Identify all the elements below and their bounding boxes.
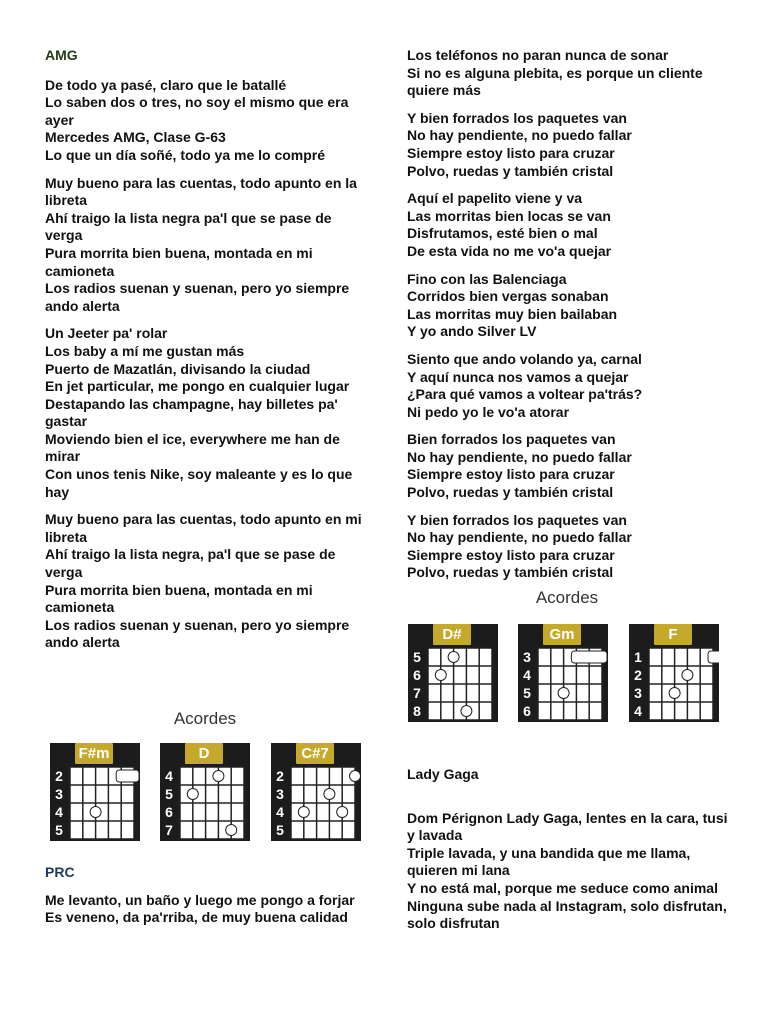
chords-heading: Acordes bbox=[173, 709, 237, 728]
lyric-line: Siempre estoy listo para cruzar bbox=[407, 466, 615, 483]
lyric-line: Lo que un día soñé, todo ya me lo compré bbox=[45, 146, 326, 163]
fretboard bbox=[271, 743, 361, 841]
chord-diagram bbox=[408, 624, 498, 722]
lyric-line: Los radios suenan y suenan, pero yo siempre ando alerta bbox=[45, 616, 350, 651]
left-column bbox=[45, 47, 370, 652]
lyrics-lady-gaga bbox=[407, 810, 732, 933]
lyrics-amg bbox=[45, 77, 370, 652]
lyric-line: Ahí traigo la lista negra, pa'l que se pase de verga bbox=[45, 546, 336, 581]
lyric-line: Dom Pérignon Lady Gaga, lentes en la cara, tusi y lavada bbox=[407, 809, 728, 844]
stanza bbox=[407, 47, 732, 100]
lyric-line: Los baby a mí me gustan más bbox=[45, 342, 245, 359]
fretboard bbox=[629, 624, 719, 722]
finger-dot bbox=[337, 807, 348, 818]
chord-diagram bbox=[271, 743, 361, 841]
finger-dot bbox=[461, 706, 472, 717]
fret-number: 4 bbox=[55, 804, 63, 820]
lyric-line: Si no es alguna plebita, es porque un cliente quiere más bbox=[407, 64, 703, 99]
finger-dot bbox=[558, 688, 569, 699]
fret-number: 5 bbox=[55, 822, 63, 838]
fret-number: 2 bbox=[634, 667, 642, 683]
lyric-line: Muy bueno para las cuentas, todo apunto en la libreta bbox=[45, 174, 357, 209]
lyric-line: No hay pendiente, no puedo fallar bbox=[407, 127, 632, 144]
fret-number: 7 bbox=[413, 685, 421, 701]
lyric-line: Fino con las Balenciaga bbox=[407, 270, 567, 287]
chord-diagram bbox=[518, 624, 608, 722]
song-title-amg: AMG bbox=[45, 47, 78, 63]
lyric-line: Las morritas muy bien bailaban bbox=[407, 305, 618, 322]
chord-name: Gm bbox=[543, 624, 581, 645]
fret-number: 4 bbox=[634, 703, 642, 719]
chord-diagram bbox=[629, 624, 719, 722]
fret-number: 5 bbox=[413, 649, 421, 665]
finger-dot bbox=[435, 670, 446, 681]
fret-number: 2 bbox=[55, 768, 63, 784]
barre-mark bbox=[571, 651, 607, 663]
fret-number: 5 bbox=[523, 685, 531, 701]
stanza bbox=[45, 175, 370, 316]
finger-dot bbox=[669, 688, 680, 699]
song-lady-gaga bbox=[407, 766, 732, 933]
lyric-line: Es veneno, da pa'rriba, de muy buena calidad bbox=[45, 909, 348, 926]
lyric-line: De todo ya pasé, claro que le batallé bbox=[45, 76, 287, 93]
fretboard bbox=[408, 624, 498, 722]
stanza bbox=[407, 351, 732, 421]
stanza bbox=[407, 431, 732, 501]
lyric-line: Polvo, ruedas y también cristal bbox=[407, 162, 614, 179]
chord-panel-right bbox=[407, 588, 727, 736]
lyric-line: De esta vida no me vo'a quejar bbox=[407, 242, 612, 259]
lyric-line: Y bien forrados los paquetes van bbox=[407, 511, 627, 528]
lyric-line: No hay pendiente, no puedo fallar bbox=[407, 529, 632, 546]
lyric-line: Y bien forrados los paquetes van bbox=[407, 109, 627, 126]
lyric-line: Corridos bien vergas sonaban bbox=[407, 288, 609, 305]
stanza bbox=[45, 325, 370, 501]
fret-number: 4 bbox=[165, 768, 173, 784]
fret-number: 6 bbox=[165, 804, 173, 820]
fret-number: 5 bbox=[165, 786, 173, 802]
lyric-line: ¿Para qué vamos a voltear pa'trás? bbox=[407, 386, 643, 403]
finger-dot bbox=[448, 652, 459, 663]
lyric-line: Ninguna sube nada al Instagram, solo disfrutan, solo disfrutan bbox=[407, 897, 727, 932]
lyric-line: Siento que ando volando ya, carnal bbox=[407, 350, 642, 367]
lyric-line: Mercedes AMG, Clase G-63 bbox=[45, 129, 226, 146]
finger-dot bbox=[226, 825, 237, 836]
fret-number: 5 bbox=[276, 822, 284, 838]
lyric-line: Siempre estoy listo para cruzar bbox=[407, 546, 615, 563]
lyric-line: Muy bueno para las cuentas, todo apunto en mi libreta bbox=[45, 511, 362, 545]
lyric-line: Lo saben dos o tres, no soy el mismo que era ayer bbox=[45, 94, 349, 128]
song-title-prc: PRC bbox=[45, 864, 75, 880]
fretboard bbox=[518, 624, 608, 722]
chord-name: D# bbox=[433, 624, 471, 645]
lyric-line: Siempre estoy listo para cruzar bbox=[407, 144, 615, 161]
stanza bbox=[407, 512, 732, 582]
chord-name: F bbox=[654, 624, 692, 645]
chords-heading: Acordes bbox=[535, 588, 599, 607]
lyric-line: Ahí traigo la lista negra pa'l que se pase de verga bbox=[45, 209, 332, 244]
lyric-line: Bien forrados los paquetes van bbox=[407, 431, 616, 448]
stanza bbox=[407, 190, 732, 260]
lyric-line: Disfrutamos, esté bien o mal bbox=[407, 225, 598, 242]
finger-dot bbox=[350, 771, 361, 782]
fret-number: 3 bbox=[55, 786, 63, 802]
lyrics-amg-continued bbox=[407, 47, 732, 582]
lyric-line: Y aquí nunca nos vamos a quejar bbox=[407, 368, 629, 385]
lyric-line: Pura morrita bien buena, montada en mi camioneta bbox=[45, 244, 313, 279]
song-title-lady-gaga: Lady Gaga bbox=[407, 766, 479, 782]
fret-number: 4 bbox=[523, 667, 531, 683]
lyric-line: Las morritas bien locas se van bbox=[407, 207, 611, 224]
stanza bbox=[407, 110, 732, 180]
stanza bbox=[407, 271, 732, 341]
fret-number: 6 bbox=[523, 703, 531, 719]
fret-number: 8 bbox=[413, 703, 421, 719]
lyric-line: No hay pendiente, no puedo fallar bbox=[407, 448, 632, 465]
stanza bbox=[45, 511, 370, 652]
lyrics-prc bbox=[45, 892, 370, 927]
stanza bbox=[45, 77, 370, 165]
barre-mark bbox=[116, 770, 139, 782]
finger-dot bbox=[187, 789, 198, 800]
finger-dot bbox=[90, 807, 101, 818]
right-column bbox=[407, 47, 732, 582]
lyric-line: Pura morrita bien buena, montada en mi camioneta bbox=[45, 581, 313, 616]
finger-dot bbox=[682, 670, 693, 681]
chord-name: D bbox=[185, 743, 223, 764]
lyric-line: Aquí el papelito viene y va bbox=[407, 190, 583, 207]
barre-mark bbox=[708, 651, 719, 663]
lyric-line: Polvo, ruedas y también cristal bbox=[407, 564, 614, 581]
lyric-line: Y no está mal, porque me seduce como animal bbox=[407, 879, 718, 896]
song-prc bbox=[45, 864, 370, 927]
fret-number: 3 bbox=[634, 685, 642, 701]
fretboard bbox=[160, 743, 250, 841]
lyric-line: Polvo, ruedas y también cristal bbox=[407, 484, 614, 501]
fret-number: 4 bbox=[276, 804, 284, 820]
lyric-line: Y yo ando Silver LV bbox=[407, 323, 537, 340]
chord-name: C#7 bbox=[296, 743, 334, 764]
fret-number: 3 bbox=[276, 786, 284, 802]
finger-dot bbox=[324, 789, 335, 800]
lyric-line: Triple lavada, y una bandida que me llama, quieren mi lana bbox=[407, 844, 691, 879]
lyric-line: Puerto de Mazatlán, divisando la ciudad bbox=[45, 360, 311, 377]
lyric-line: Con unos tenis Nike, soy maleante y es lo que hay bbox=[45, 466, 353, 500]
fretboard bbox=[50, 743, 140, 841]
lyric-line: Los radios suenan y suenan, pero yo siempre ando alerta bbox=[45, 280, 350, 314]
lyric-line: Un Jeeter pa' rolar bbox=[45, 325, 168, 342]
finger-dot bbox=[298, 807, 309, 818]
fret-number: 2 bbox=[276, 768, 284, 784]
fret-number: 1 bbox=[634, 649, 642, 665]
lyric-line: Moviendo bien el ice, everywhere me han de mirar bbox=[45, 430, 340, 465]
lyric-line: Destapando las champagne, hay billetes pa' gastar bbox=[45, 395, 338, 430]
fret-number: 6 bbox=[413, 667, 421, 683]
chord-diagram bbox=[160, 743, 250, 841]
chord-panel-left bbox=[45, 705, 365, 853]
lyric-line: En jet particular, me pongo en cualquier lugar bbox=[45, 378, 350, 395]
lyric-line: Los teléfonos no paran nunca de sonar bbox=[407, 47, 669, 63]
finger-dot bbox=[213, 771, 224, 782]
fret-number: 7 bbox=[165, 822, 173, 838]
lyric-line: Ni pedo yo le vo'a atorar bbox=[407, 403, 570, 420]
lyric-line: Me levanto, un baño y luego me pongo a forjar bbox=[45, 891, 355, 908]
chord-diagram bbox=[50, 743, 140, 841]
chord-name: F#m bbox=[75, 743, 113, 764]
fret-number: 3 bbox=[523, 649, 531, 665]
